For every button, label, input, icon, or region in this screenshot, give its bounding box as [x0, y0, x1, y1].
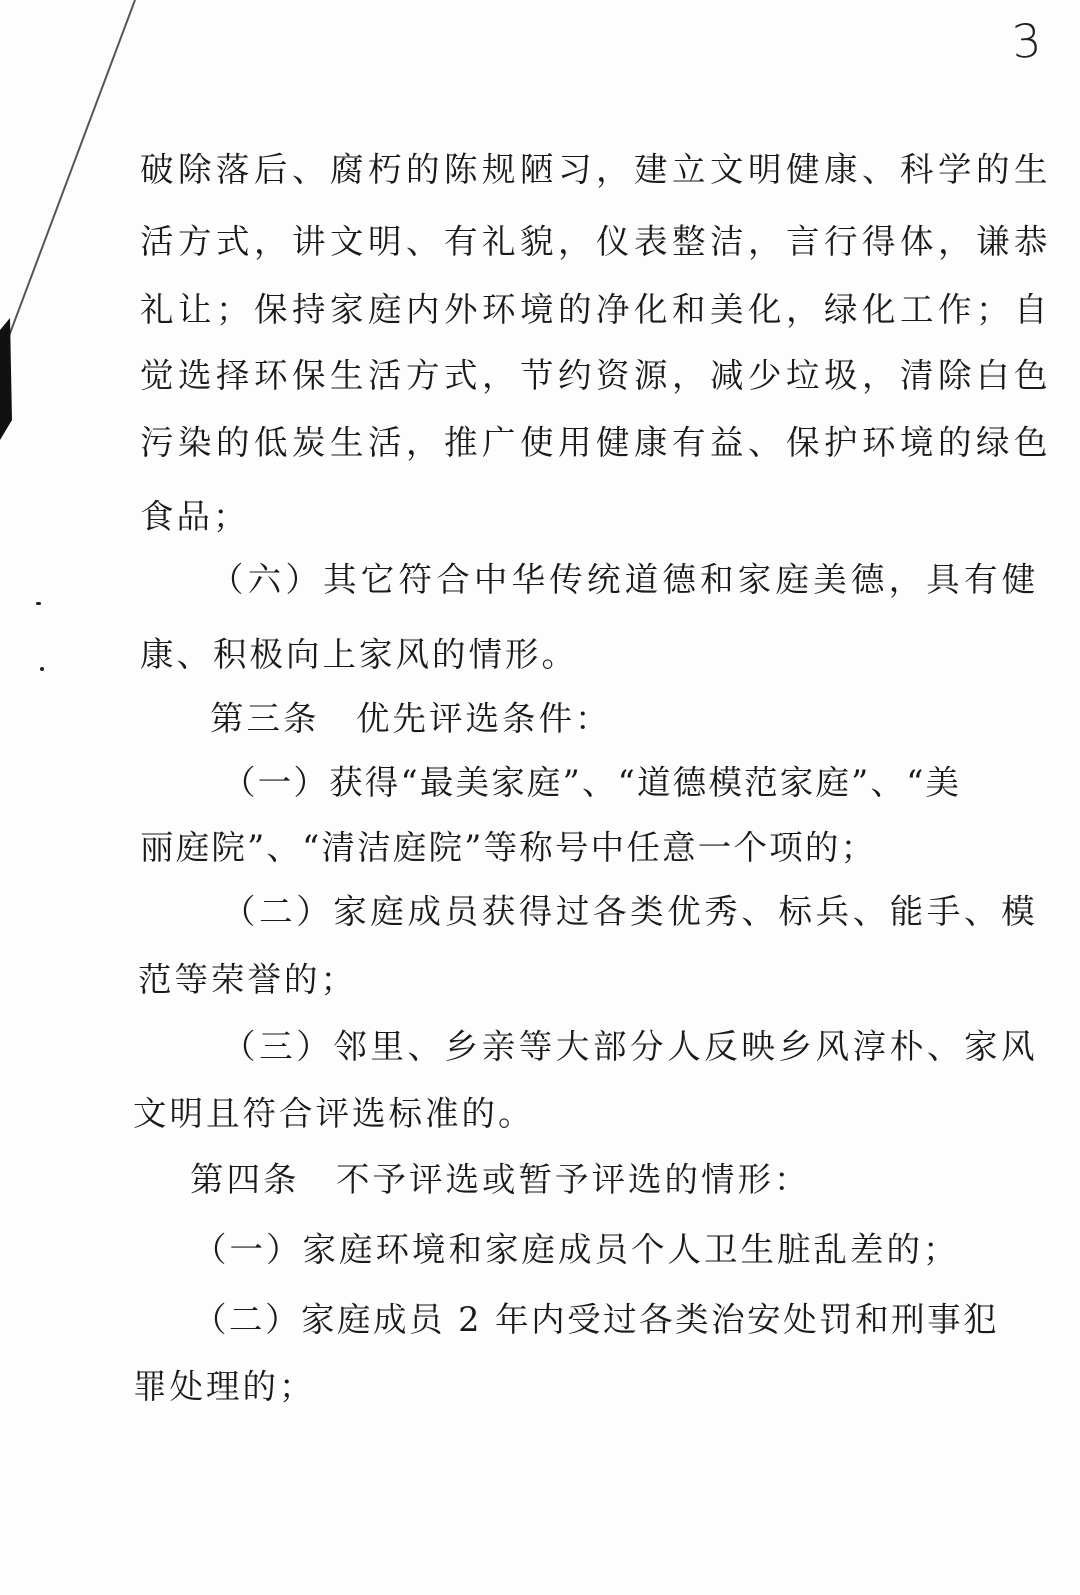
text-line: 文明且符合评选标准的。	[133, 1094, 535, 1133]
scan-mark	[36, 602, 41, 605]
article-heading: 第三条 优先评选条件：	[210, 699, 612, 738]
text-line: （六）其它符合中华传统道德和家庭美德，具有健	[210, 560, 1040, 599]
text-line: 范等荣誉的；	[138, 960, 357, 999]
article-heading: 第四条 不予评选或暂予评选的情形：	[190, 1160, 811, 1199]
text-line: （三）邻里、乡亲等大部分人反映乡风淳朴、家风	[222, 1027, 1039, 1066]
scan-mark	[40, 667, 44, 671]
text-line: 礼让；保持家庭内外环境的净化和美化，绿化工作；自	[140, 290, 1052, 329]
text-line: （一）家庭环境和家庭成员个人卫生脏乱差的；	[193, 1230, 960, 1269]
text-line: 破除落后、腐朽的陈规陋习，建立文明健康、科学的生	[140, 150, 1052, 189]
text-line: （一）获得“最美家庭”、“道德模范家庭”、“美	[222, 763, 962, 802]
text-line: 食品；	[140, 497, 250, 536]
text-line: （二）家庭成员获得过各类优秀、标兵、能手、模	[222, 892, 1039, 931]
text-line: （二）家庭成员 2 年内受过各类治安处罚和刑事犯	[193, 1300, 1000, 1339]
text-line: 污染的低炭生活，推广使用健康有益、保护环境的绿色	[140, 423, 1052, 462]
text-line: 康、积极向上家风的情形。	[140, 635, 578, 674]
text-line: 活方式，讲文明、有礼貌，仪表整洁，言行得体，谦恭	[140, 222, 1052, 261]
text-line: 丽庭院”、“清洁庭院”等称号中任意一个项的；	[140, 828, 877, 867]
page-number: 3	[1010, 13, 1044, 69]
text-line: 罪处理的；	[133, 1367, 316, 1406]
text-line: 觉选择环保生活方式，节约资源，减少垃圾，清除白色	[140, 356, 1052, 395]
